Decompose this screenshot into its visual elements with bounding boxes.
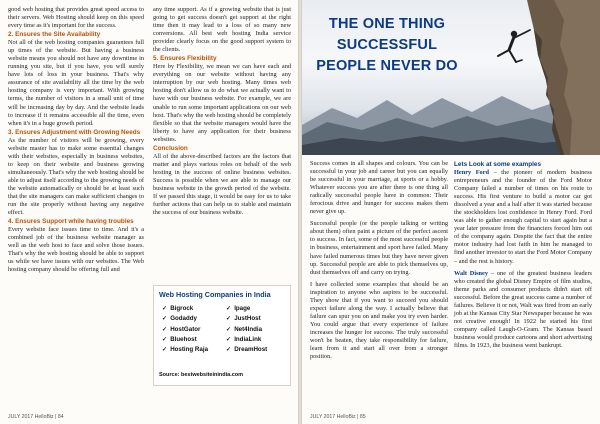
paragraph-text: – the pioneer of modern business entrepreneurs and the founder of the Ford Motor Company failed a number of times on his route to success. His first venture to build a motor car got dissolved a year and a half after it was started because the stockholders lost confidence in Henry Ford. Ford was able to gather enough capital to start again but a year later pressure from the financiers forced him out of the company again. Despite the fact that the entire motor industry had lost faith in him he managed to find another investor to start the Ford Motor Company – and the rest is history. [454, 169, 592, 265]
paragraph: Every website face issues time to time. And it's a combined job of the business website manager as well as the web host to face and solve those issues. That's why the web hosting should be able to support us while we have issues with our websites. The Web hosting company should be offering full and [8, 226, 144, 274]
web-hosting-companies-box [153, 285, 291, 386]
paragraph: good web hosting that provides great speed access to their servers. Web Hosting should keep on this speed every time as it's important for the success. [8, 6, 144, 30]
company-list-left [162, 304, 208, 355]
list-item: ✓ Hosting Raja [162, 345, 208, 355]
right-column-1 [310, 160, 448, 361]
paragraph: As the number of visitors will be growing, every website master has to make some essential changes with their websites, especially in business websites, to keep on their website and business growing simultaneously. That's why the web hosting should be able to adjust itself according to the growing needs of the website automatically or should be at least such that the site managers can make sufficient changes to run the site properly without having any negative effect. [8, 136, 144, 217]
list-item: ✓ Bigrock [162, 304, 208, 314]
box-title: Web Hosting Companies in India [159, 290, 271, 299]
hero-image [302, 0, 600, 155]
paragraph: Not all of the web hosting companies guarantees full up times of the website. But having a business website means you should not have any downtime in running you site, but if you have, you will surely have lots of loss in your business. That's why assurance of site availability all the time by the web hosting company is very important. With growing terms, the number of visitors in a small unit of time will be increasing day by day. And the website leads to increase if it remains accessible all the time, even when it's in a huge growth period. [8, 39, 144, 127]
list-item: ✓ IndiaLink [226, 335, 267, 345]
list-item: ✓ DreamHost [226, 345, 267, 355]
paragraph [454, 169, 592, 266]
hero-title-line: SUCCESSFUL [336, 37, 438, 53]
paragraph: Here by Flexibility, we mean we can have each and everything on our website without having any interruption by our web hosting. Many times web hosting don't allow us to do what we actually want to have with our business website. For example, we are unable to run some important applications on our web host. That's why the web hosting should be completely flexible so that the website managers would have the liberty to have any application for their business websites. [153, 63, 291, 143]
hero-title-line: THE ONE THING [328, 16, 446, 32]
list-item: ✓ Godaddy [162, 314, 208, 324]
paragraph [454, 270, 592, 350]
person-name: Henry Ford [454, 169, 490, 176]
hero-title [302, 14, 472, 77]
box-source: Source: bestwebsiteinindia.com [159, 372, 244, 378]
list-item: ✓ HostGator [162, 325, 208, 335]
list-item: ✓ Ipage [226, 304, 267, 314]
left-column-1 [8, 6, 144, 274]
list-item: ✓ Net4India [226, 325, 267, 335]
section-heading: Conclusion [153, 144, 188, 152]
page-footer: JULY 2017 HelloBiz | 85 [310, 414, 366, 420]
left-column-2 [153, 6, 291, 217]
section-heading: 5. Ensures Flexibility [153, 55, 217, 63]
paragraph: I have collected some examples that should be an inspiration to anyone who aspires to be successful. They show that if you want to succeed you should expect failure along the way. I actually believe that failure can spur you on and make you try even harder. You could argue that every experience of failure increases the hunger for success. The truly successful won't be beaten, they take responsibility for failure, learn from it and start all over from a stronger position. [310, 280, 448, 361]
company-list-right [226, 304, 267, 355]
list-item: ✓ JustHost [226, 314, 267, 324]
right-page [302, 0, 600, 424]
section-heading: 2. Ensures the Site Availability [8, 31, 101, 39]
list-item: ✓ Bluehost [162, 335, 208, 345]
person-name: Walt Disney [454, 269, 489, 277]
hero-title-line: PEOPLE NEVER DO [316, 58, 458, 74]
paragraph: any time support. As if a growing website that is just going to get success doesn't get support at the right time then it may lead to a loss of so many new conversions. All best web hosting India service provider clearly focus on the good support system to the clients. [153, 6, 291, 54]
left-page [0, 0, 298, 424]
paragraph: Successful people (or the people talking or writing about them) often paint a picture of the perfect ascent to success. In fact, some of the most successful people in business, entertainment and sport have failed. Many have failed numerous times but they have never given up. Successful people are able to pick themselves up, dust themselves off and carry on trying. [310, 220, 448, 276]
section-heading: 4. Ensures Support while having troubles [8, 218, 134, 226]
paragraph: All of the above-described factors are the factors that matter and plays various roles on behalf of the web hosting in the success of online business websites. Success is possible when we are able to manage our business website in the growth period of the website. If we passed this stage, it would be easy for us to take further actions that can help us to stable and maintain the success of our business website. [153, 152, 291, 217]
paragraph-text: – one of the greatest business leaders who created the global Disney Empire of film studios, theme parks and consumer products didn't start off successful. Before the great success came a number of failures. Believe it or not, Walt was fired from an early job at the Kansas City Star Newspaper because he was not creative enough! In 1922 he started his first company called Laugh-O-Gram. The Kansas based business would produce cartoons and short advertising films. In 1923, the business went bankrupt. [454, 269, 593, 349]
page-footer: JULY 2017 HelloBiz | 84 [8, 414, 64, 420]
section-heading: 3. Ensures Adjustment with Growing Needs [8, 128, 141, 136]
section-heading: Lets Look at some examples [454, 161, 542, 168]
paragraph: Success comes in all shapes and colours. You can be successful in your job and career but you can equally be successful in your marriage, at sports or a hobby. Whatever success you are after there is one thing all radically successful people have in common: Their ferocious drive and hunger for success makes them never give up. [310, 160, 448, 216]
right-column-2 [454, 160, 592, 350]
